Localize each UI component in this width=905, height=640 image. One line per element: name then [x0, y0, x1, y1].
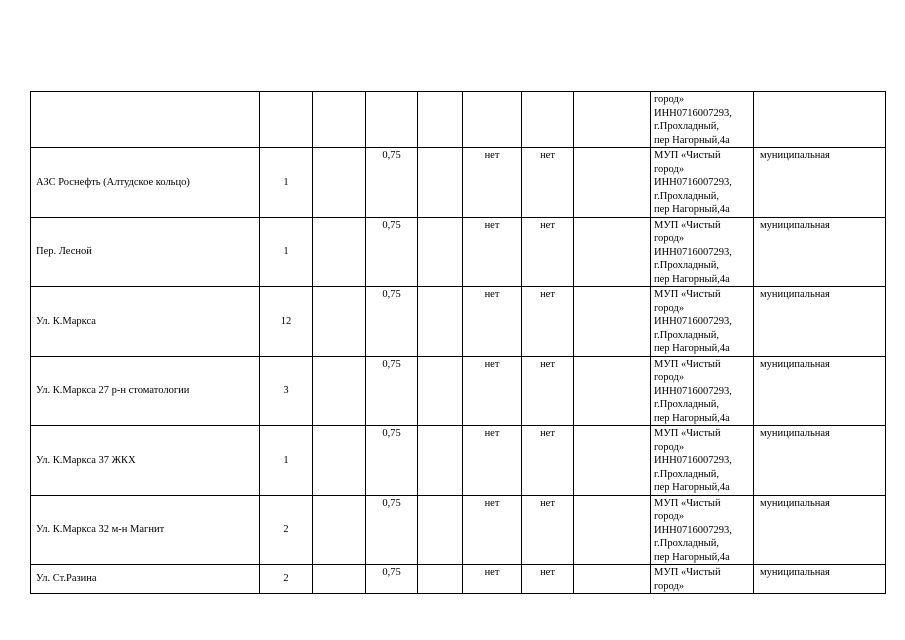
container-count-cell: 2	[260, 495, 313, 565]
site-name-cell: АЗС Роснефть (Алтудское кольцо)	[31, 148, 260, 218]
flag-cell: нет	[522, 356, 574, 426]
empty-cell	[574, 92, 651, 148]
site-name-cell: Ул. К.Маркса	[31, 287, 260, 357]
owner-line: ИНН0716007293,	[654, 246, 732, 258]
ownership-type-cell: муниципальная	[754, 287, 886, 357]
owner-line: пер Нагорный,4а	[654, 482, 730, 493]
empty-cell	[313, 217, 366, 287]
container-count-cell	[260, 92, 313, 148]
owner-line: город»	[654, 233, 685, 244]
owner-line: ИНН0716007293,	[654, 455, 732, 466]
container-volume-cell: 0,75	[366, 287, 418, 357]
owner-line: город»	[654, 511, 685, 522]
empty-cell	[418, 217, 463, 287]
flag-cell: нет	[463, 287, 522, 357]
container-volume-cell: 0,75	[366, 565, 418, 594]
flag-cell: нет	[463, 356, 522, 426]
empty-cell	[418, 495, 463, 565]
empty-cell	[418, 148, 463, 218]
empty-cell	[313, 426, 366, 496]
owner-line: город»	[654, 163, 685, 175]
container-count-cell: 1	[260, 426, 313, 496]
owner-cell	[651, 287, 754, 357]
container-count-cell: 1	[260, 217, 313, 287]
ownership-type-cell: муниципальная	[754, 356, 886, 426]
flag-cell	[522, 92, 574, 148]
flag-cell: нет	[463, 217, 522, 287]
empty-cell	[418, 426, 463, 496]
table-row	[31, 148, 886, 218]
owner-cell	[651, 356, 754, 426]
empty-cell	[313, 495, 366, 565]
flag-cell	[463, 92, 522, 148]
flag-cell: нет	[522, 565, 574, 594]
site-name-cell: Ул. К.Маркса 37 ЖКХ	[31, 426, 260, 496]
empty-cell	[574, 495, 651, 565]
owner-line: МУП «Чистый	[654, 289, 721, 300]
table-row	[31, 217, 886, 287]
owner-line: пер Нагорный,4а	[654, 551, 730, 563]
owner-line: город»	[654, 580, 685, 592]
ownership-type-cell	[754, 92, 886, 148]
owner-line: г.Прохладный,	[654, 399, 719, 410]
owner-cell	[651, 92, 754, 148]
owner-line: пер Нагорный,4а	[654, 134, 730, 146]
empty-cell	[418, 356, 463, 426]
owner-line: МУП «Чистый	[654, 150, 721, 161]
owner-line: г.Прохладный,	[654, 260, 719, 271]
flag-cell: нет	[463, 426, 522, 496]
container-volume-cell: 0,75	[366, 495, 418, 565]
owner-cell	[651, 495, 754, 565]
ownership-type-cell: муниципальная	[754, 495, 886, 565]
owner-line: город»	[654, 441, 685, 453]
table-row	[31, 565, 886, 594]
owner-line: город»	[654, 372, 685, 383]
empty-cell	[418, 287, 463, 357]
empty-cell	[313, 287, 366, 357]
owner-line: г.Прохладный,	[654, 468, 719, 480]
container-volume-cell: 0,75	[366, 217, 418, 287]
owner-cell	[651, 217, 754, 287]
owner-line: пер Нагорный,4а	[654, 204, 730, 215]
owner-line: МУП «Чистый	[654, 219, 721, 231]
owner-line: ИНН0716007293,	[654, 177, 732, 188]
container-volume-cell: 0,75	[366, 356, 418, 426]
table-row	[31, 426, 886, 496]
table-row	[31, 287, 886, 357]
empty-cell	[574, 217, 651, 287]
site-name-cell: Ул. Ст.Разина	[31, 565, 260, 594]
owner-line: МУП «Чистый	[654, 497, 721, 509]
owner-line: ИНН0716007293,	[654, 107, 732, 119]
site-name-cell: Ул. К.Маркса 32 м-н Магнит	[31, 495, 260, 565]
owner-line: г.Прохладный,	[654, 190, 719, 202]
container-count-cell: 12	[260, 287, 313, 357]
empty-cell	[418, 565, 463, 594]
flag-cell: нет	[463, 565, 522, 594]
empty-cell	[313, 565, 366, 594]
site-name-cell: Ул. К.Маркса 27 р-н стоматологии	[31, 356, 260, 426]
container-sites-table	[30, 91, 886, 594]
owner-line: г.Прохладный,	[654, 121, 719, 132]
ownership-type-cell: муниципальная	[754, 426, 886, 496]
site-name-cell: Пер. Лесной	[31, 217, 260, 287]
owner-cell	[651, 565, 754, 594]
container-count-cell: 1	[260, 148, 313, 218]
empty-cell	[574, 565, 651, 594]
empty-cell	[574, 148, 651, 218]
flag-cell: нет	[463, 148, 522, 218]
container-volume-cell	[366, 92, 418, 148]
table-row	[31, 92, 886, 148]
ownership-type-cell: муниципальная	[754, 565, 886, 594]
empty-cell	[574, 356, 651, 426]
owner-line: пер Нагорный,4а	[654, 343, 730, 354]
owner-line: пер Нагорный,4а	[654, 412, 730, 424]
flag-cell: нет	[522, 426, 574, 496]
table-row	[31, 356, 886, 426]
empty-cell	[313, 148, 366, 218]
flag-cell: нет	[463, 495, 522, 565]
container-count-cell: 3	[260, 356, 313, 426]
site-name-cell	[31, 92, 260, 148]
flag-cell: нет	[522, 287, 574, 357]
flag-cell: нет	[522, 217, 574, 287]
container-volume-cell: 0,75	[366, 148, 418, 218]
ownership-type-cell: муниципальная	[754, 217, 886, 287]
container-volume-cell: 0,75	[366, 426, 418, 496]
flag-cell: нет	[522, 148, 574, 218]
empty-cell	[313, 92, 366, 148]
owner-line: МУП «Чистый	[654, 358, 721, 370]
ownership-type-cell: муниципальная	[754, 148, 886, 218]
table-row	[31, 495, 886, 565]
owner-line: г.Прохладный,	[654, 538, 719, 549]
owner-line: ИНН0716007293,	[654, 385, 732, 397]
owner-line: ИНН0716007293,	[654, 316, 732, 327]
table-body	[31, 92, 886, 594]
owner-line: МУП «Чистый	[654, 428, 721, 439]
empty-cell	[574, 426, 651, 496]
owner-line: город»	[654, 94, 685, 105]
flag-cell: нет	[522, 495, 574, 565]
empty-cell	[313, 356, 366, 426]
owner-line: город»	[654, 302, 685, 314]
container-count-cell: 2	[260, 565, 313, 594]
owner-line: г.Прохладный,	[654, 329, 719, 341]
empty-cell	[574, 287, 651, 357]
owner-line: МУП «Чистый	[654, 567, 721, 578]
owner-line: ИНН0716007293,	[654, 524, 732, 536]
owner-line: пер Нагорный,4а	[654, 273, 730, 285]
owner-cell	[651, 148, 754, 218]
owner-cell	[651, 426, 754, 496]
empty-cell	[418, 92, 463, 148]
